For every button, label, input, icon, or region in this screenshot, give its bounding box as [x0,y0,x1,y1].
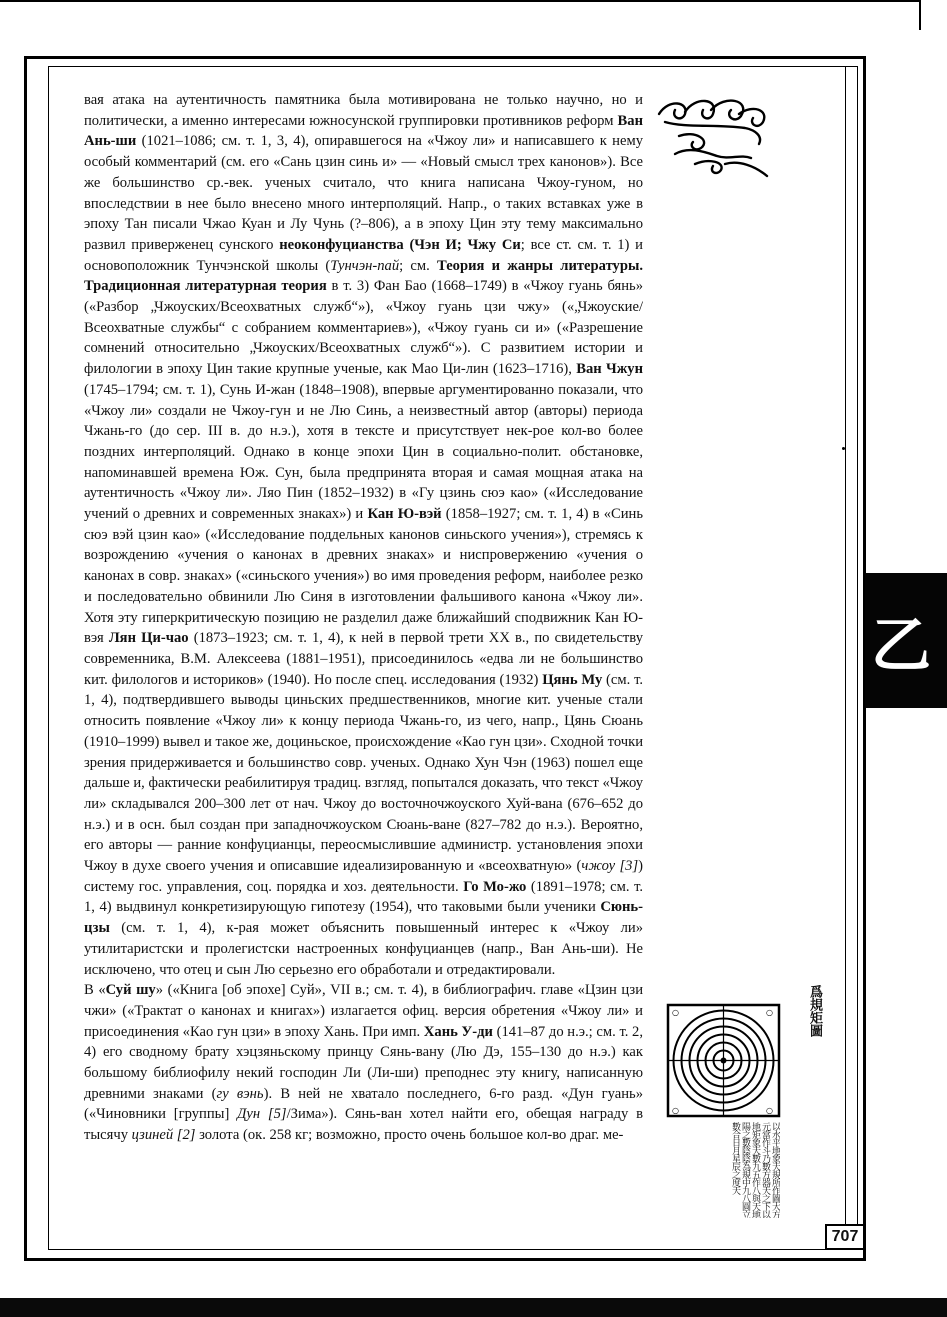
text-run: Ван Ань-ши [84,112,643,150]
diagram-title: 爲規矩圖 [807,985,822,1037]
text-run: (1873–1923; см. т. 1, 4), к ней в первой трети XX в., по свидетельству современника, В.М. Алексеева (1881–1951), присоединилось «едва ли не большинство кит. филологов и историков» (1940). Но после спец. исследования (1932) [84,630,643,688]
text-run: цзиней [2] [131,1127,196,1144]
text-run: неоконфуцианства (Чэн И; Чжу Си [279,236,521,253]
text-run: гу вэнь [216,1085,264,1102]
body-paragraph-1 [84,90,643,980]
text-run: золота (ок. 258 кг; возможно, просто очень большое кол-во драг. ме- [195,1127,624,1144]
page-number: 707 [825,1224,865,1250]
speck [842,447,845,450]
text-run: /Зима»). Сянь-ван хотел найти его, обещая награду в тысячу [84,1106,643,1144]
compass-square-diagram [666,1003,781,1118]
text-run: (см. т. 1, 4), к-рая может объяснить повышенный интерес к «Чжоу ли» утилитаристски и пролегистски настроенных конфуцианцев (напр., Ван Ань-ши). Не исключено, что отец и сын Лю серьезно его обработали и отредактировали. [84,920,643,978]
svg-text:○: ○ [672,1106,679,1115]
text-run: ; см. [399,257,438,274]
svg-text:○: ○ [766,1106,773,1115]
text-run: (см. т. 1, 4), подтвердившего выводы циньских предшественников, многие кит. ученые стали относить появление «Чжоу ли» к концу периода Чжань-го, из чего, напр., Цянь Сюань (1910–1999) вывел и такое же, доциньское, происхождение «Као гун цзи». Сходной точки зрения придерживается и большинство совр. ученых. Однако Хун Чэн (1963) пошел еще дальше и, фактически реабилитируя традиц. взгляд, попытался доказать, что текст «Чжоу ли» складывался 200–300 лет от нач. Чжоу до восточночжоуского Хуй-вана (676–652 до н.э.) и в осн. был создан при западночжоуском Сюань-ване (827–782 до н.э.). Вероятно, его авторы — ранние конфуцианцы, переосмыслившие администр. установления эпохи Чжоу в духе своего учения и описавшие идеализированную и «всеохватную» ( [84,671,643,875]
margin-divider [845,66,846,1250]
text-run: Хань У-ди [423,1023,493,1040]
scan-edge-bar [0,1298,947,1317]
text-run: вая атака на аутентичность памятника была мотивирована не только научно, но и политически, а именно интересами южносунской группировки противников реформ [84,92,643,129]
text-run: Го Мо-жо [463,878,527,895]
text-run: Лян Ци-чао [108,630,189,647]
text-run: » («Книга [об эпохе] Суй», VII в.; см. т. 4), в библиографич. главе «Цзин цзи чжи» («Трактат о канонах и книгах») излагается офиц. версия обретения «Чжоу ли» и присоединения «Као гун цзи» в эпоху Хань. При имп. [84,982,644,1040]
text-run: Ван Чжун [576,361,643,378]
text-run: ; все ст. см. т. 1) и основоположник Тунчэнской школы ( [84,236,643,274]
text-run: Теория и жанры литературы. Традиционная литературная теория [84,257,644,295]
text-run: (1891–1978; см. т. 1, 4) выдвинул конкретизирующую гипотезу (1954), что таковыми были ученики [84,878,643,916]
text-run: чжоу [3] [581,858,639,875]
text-run: Тунчэн-пай [330,257,400,274]
text-run: (1745–1794; см. т. 1), Сунь И-жан (1848–1908), впервые аргументированно показали, что «Чжоу ли» создали не Чжоу-гун и не Лю Синь, а неизвестный автор (авторы) периода Чжань-го (до сер. III в. до н.э.), хотя в тексте и присутствует нек-рое кол-во более поздних интерполяций. Однако в конце эпохи Цин в социально-полит. обстановке, напоминавшей времена Юж. Сун, была предпринята вторая и самая мощная атака на аутентичность «Чжоу ли». Ляо Пин (1852–1932) в «Гу цзинь сюэ као» («Исследование учений о древних и современных знаках») и [84,381,643,523]
cloud-ornament-icon [655,92,773,182]
section-tab-glyph: 乙 [871,611,931,681]
text-run: Кан Ю-вэй [367,506,442,523]
top-rule [0,0,921,2]
svg-text:○: ○ [672,1008,679,1017]
text-run: ). В ней не хватало последнего, 6-го разд. «Дун гуань» («Чиновники [группы] [84,1085,643,1123]
text-run: ) систему гос. управления, соц. порядка и хоз. деятельности. [84,858,643,895]
text-run: (1021–1086; см. т. 1, 3, 4), опиравшегося на «Чжоу ли» и написавшего к нему особый комментарий (см. его «Сань цзин синь и» — «Новый смысл трех канонов»). Все же большинство ср.-век. ученых считало, что книга написана Чжоу-гуном, но впоследствии в нее было внесено много интерполяций. Напр., о таких вставках уже в эпоху Тан писали Чжао Куан и Лу Чунь (?–806), а в эпоху Цин эту тему максимально развил приверженец сунского [84,133,643,253]
text-run: Цянь Му [542,671,603,688]
text-run: Дун [5] [237,1106,287,1123]
svg-text:○: ○ [766,1008,773,1017]
article-body [84,90,643,1146]
text-run: Сюнь-цзы [84,899,643,937]
text-run: в т. 3) Фан Бао (1668–1749) в «Чжоу гуань бянь» («Разбор „Чжоуских/Всеохватных служб“»), «Чжоу гуань цзи чжу» («„Чжоуские/Всеохватные службы“ с собранием комментариев»), «Чжоу гуань си и» («Разрешение сомнений относительно „Чжоуских/Всеохватных служб“»). С развитием истории и филологии в эпоху Цин такие крупные ученые, как Мао Ци-лин (1623–1716), [84,278,644,378]
text-run: (141–87 до н.э.; см. т. 2, 4) его сводному брату хэцзяньскому принцу Сянь-вану (Лю Дэ, 155–130 до н.э.) как большому библиофилу некий господин Ли (Ли-ши) преподнес эту книгу, написанную древними знаками ( [84,1023,643,1102]
text-run: Суй шу [105,982,156,999]
body-paragraph-2 [84,980,643,1146]
diagram-caption: 以水平地象天規所作圖大方元當作斗乃數方器天之下以地矩象天數九五作八與天地陽之數陰陰為規中九八圓立數合日月星辰之度天 [730,1122,780,1218]
text-run: В « [84,982,106,999]
text-run: (1858–1927; см. т. 1, 4) в «Синь сюэ вэй цзин као» («Исследование поддельных канонов синьского учения»), стремясь к возрождению «учения о канонах в древних знаках» и ниспровержению «учения о канонах в совр. знаках» («синьского учения») во имя проведения реформ, наиболее резко и последовательно обвинили Лю Синя в изготовлении фальшивого канона «Чжоу ли». Хотя эту гиперкритическую позицию не разделил даже ближайший сподвижник Кан Ю-вэя [84,506,644,647]
top-right-bar [919,0,921,30]
